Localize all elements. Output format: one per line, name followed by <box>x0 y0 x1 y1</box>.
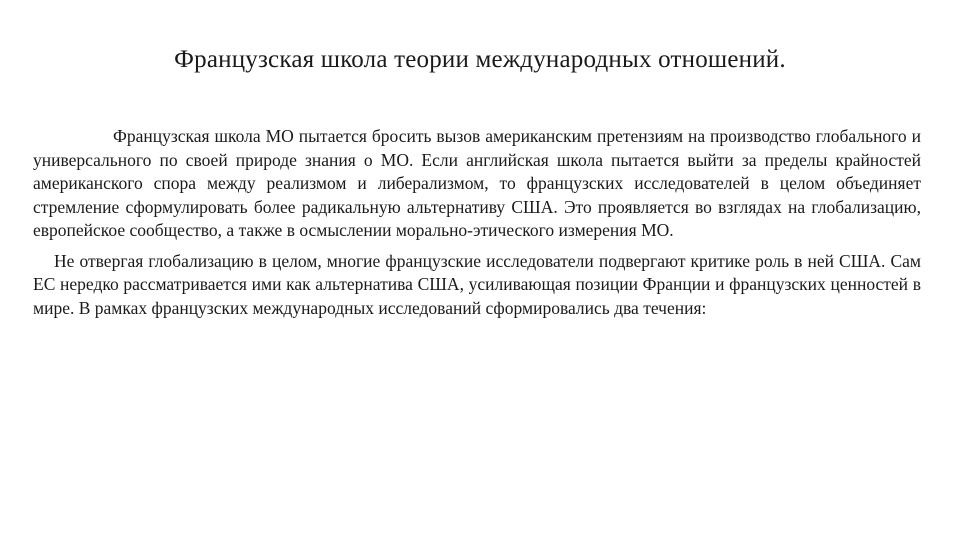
paragraph-2: Не отвергая глобализацию в целом, многие французские исследователи подвергают критике роль в ней США. Сам ЕС нередко рассматривается ими как альтернатива США, усиливающая позиции Франции и французских ценностей в мире. В рамках французских международных исследований сформировались два течения: <box>33 250 921 318</box>
slide-title: Французская школа теории международных отношений. <box>174 46 786 73</box>
slide-body <box>33 125 921 320</box>
paragraph-1: Французская школа МО пытается бросить вызов американским претензиям на производство глобального и универсального по своей природе знания о МО. Если английская школа пытается выйти за пределы крайностей американского спора между реализмом и либерализмом, то французских исследователей в целом объединяет стремление сформулировать более радикальную альтернативу США. Это проявляется во взглядах на глобализацию, европейское сообщество, а также в осмыслении морально-этического измерения МО. <box>33 126 921 240</box>
